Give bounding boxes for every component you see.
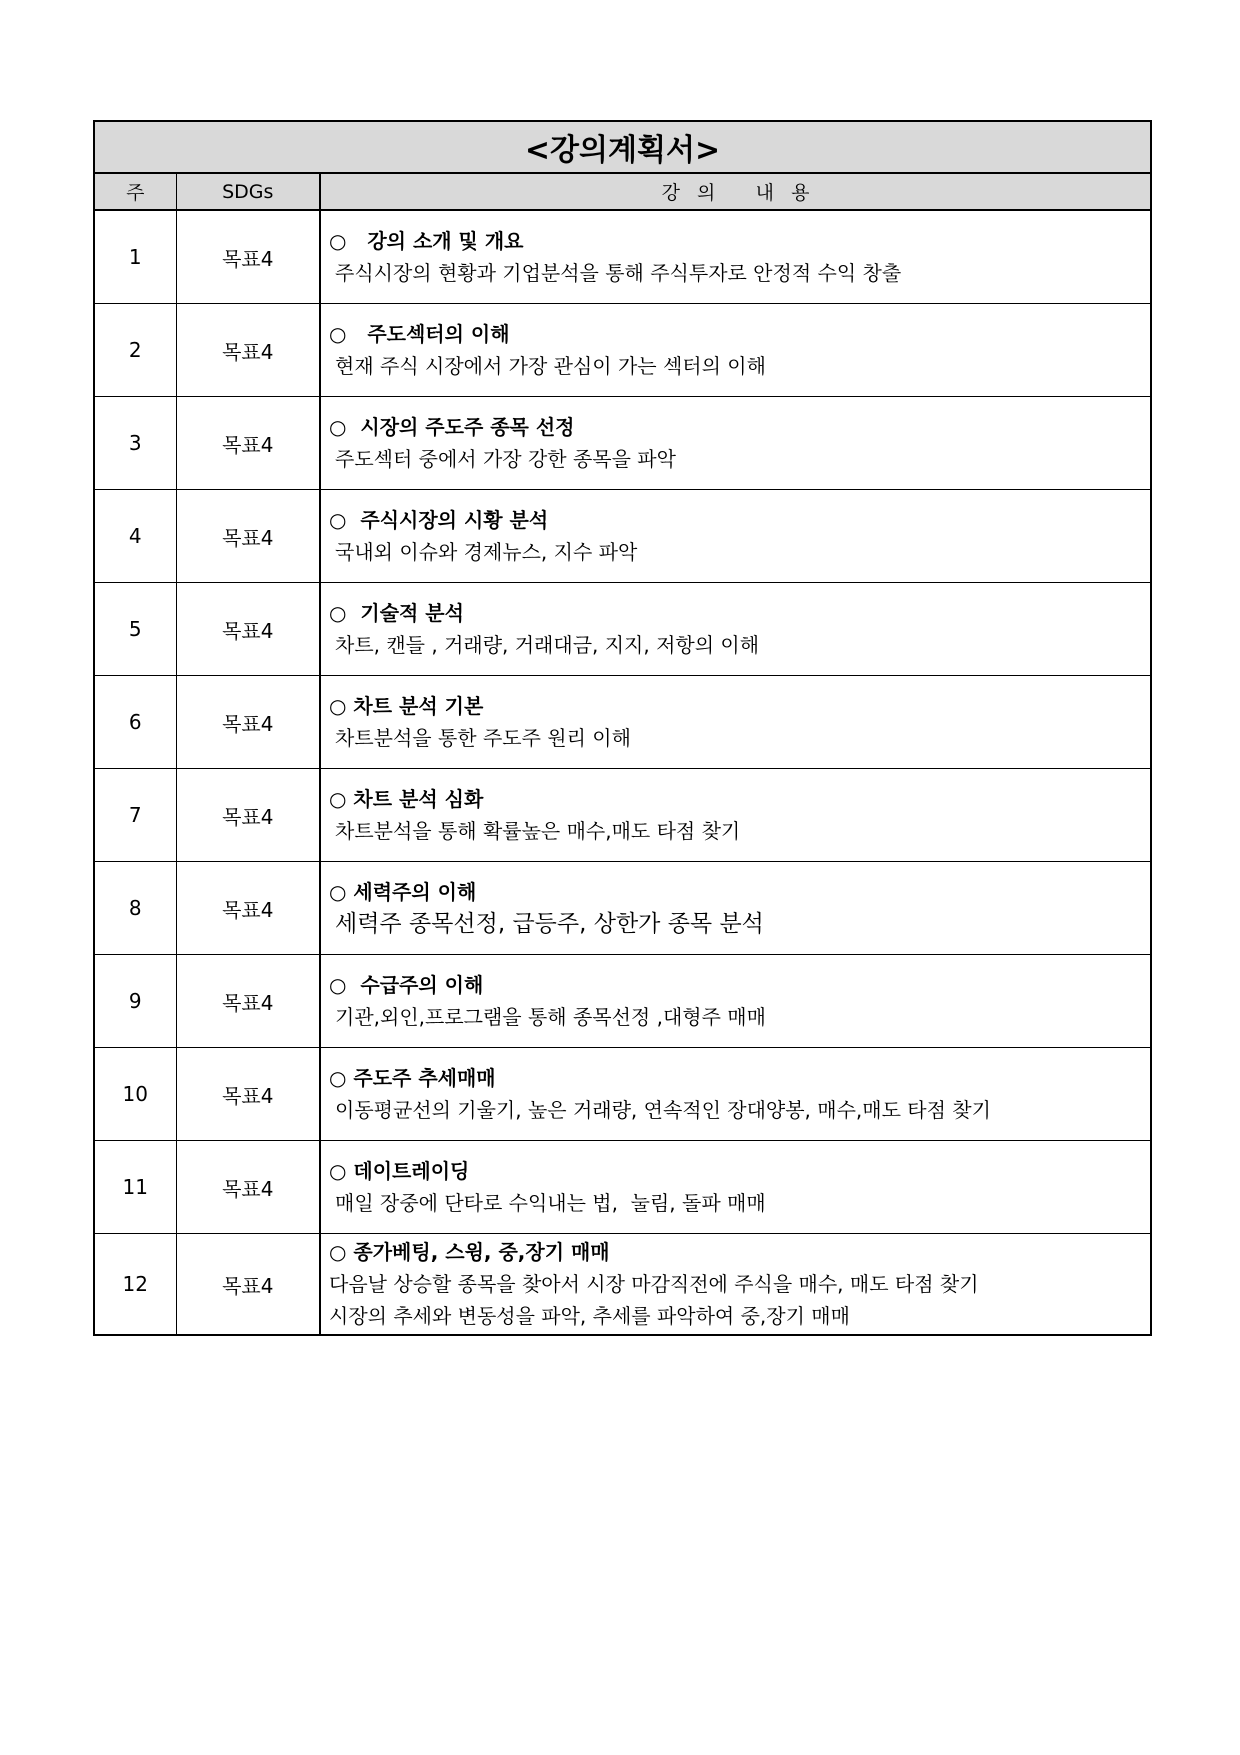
sdg-cell: 목표4: [176, 397, 320, 490]
week-cell: 9: [94, 955, 176, 1048]
table-row: [94, 955, 1151, 1048]
item-line: 차트, 캔들 , 거래량, 거래대금, 지지, 저항의 이해: [335, 633, 760, 657]
sdg-cell: 목표4: [176, 583, 320, 676]
item-line: 다음날 상승할 종목을 찾아서 시장 마감직전에 주식을 매수, 매도 타점 찾기: [329, 1272, 979, 1296]
header-content: 강의 내용: [320, 173, 1151, 210]
table-row: [94, 490, 1151, 583]
item-title: ○ 세력주의 이해: [329, 880, 477, 904]
content-cell: [320, 397, 1151, 490]
item-line: 차트분석을 통해 확률높은 매수,매도 타점 찾기: [335, 819, 741, 843]
header-sdgs: SDGs: [176, 173, 320, 210]
content-cell: [320, 676, 1151, 769]
content-cell: [320, 955, 1151, 1048]
table-row: [94, 862, 1151, 955]
table-row: [94, 583, 1151, 676]
item-line: 국내외 이슈와 경제뉴스, 지수 파악: [335, 540, 638, 564]
week-cell: 6: [94, 676, 176, 769]
week-cell: 4: [94, 490, 176, 583]
content-cell: [320, 1234, 1151, 1336]
table-row: [94, 397, 1151, 490]
week-cell: 12: [94, 1234, 176, 1336]
item-line: 시장의 추세와 변동성을 파악, 추세를 파악하여 중,장기 매매: [329, 1304, 850, 1328]
sdg-cell: 목표4: [176, 304, 320, 397]
item-title: ○ 차트 분석 기본: [329, 694, 484, 718]
week-cell: 10: [94, 1048, 176, 1141]
sdg-cell: 목표4: [176, 1048, 320, 1141]
table-row: [94, 210, 1151, 304]
item-title: ○ 강의 소개 및 개요: [329, 229, 524, 253]
item-line: 세력주 종목선정, 급등주, 상한가 종목 분석: [335, 911, 764, 937]
sdg-cell: 목표4: [176, 490, 320, 583]
week-cell: 8: [94, 862, 176, 955]
sdg-cell: 목표4: [176, 210, 320, 304]
item-title: ○ 기술적 분석: [329, 601, 464, 625]
week-cell: 1: [94, 210, 176, 304]
item-title: ○ 데이트레이딩: [329, 1159, 470, 1183]
title-row: [94, 121, 1151, 173]
item-title: ○ 주도주 추세매매: [329, 1066, 496, 1090]
sdg-cell: 목표4: [176, 676, 320, 769]
item-title: ○ 주도섹터의 이해: [329, 322, 510, 346]
week-cell: 7: [94, 769, 176, 862]
content-cell: [320, 862, 1151, 955]
item-line: 매일 장중에 단타로 수익내는 법, 눌림, 돌파 매매: [335, 1191, 766, 1215]
content-cell: [320, 490, 1151, 583]
item-title: ○ 수급주의 이해: [329, 973, 484, 997]
header-row: [94, 173, 1151, 210]
content-cell: [320, 210, 1151, 304]
content-cell: [320, 1048, 1151, 1141]
item-line: 현재 주식 시장에서 가장 관심이 가는 섹터의 이해: [335, 354, 766, 378]
sdg-cell: 목표4: [176, 862, 320, 955]
item-line: 이동평균선의 기울기, 높은 거래량, 연속적인 장대양봉, 매수,매도 타점 찾기: [335, 1098, 991, 1122]
content-cell: [320, 304, 1151, 397]
item-line: 차트분석을 통한 주도주 원리 이해: [335, 726, 631, 750]
table-row: [94, 304, 1151, 397]
content-cell: [320, 769, 1151, 862]
table-row: [94, 769, 1151, 862]
item-title: ○ 시장의 주도주 종목 선정: [329, 415, 575, 439]
table-row: [94, 1141, 1151, 1234]
item-line: 주도섹터 중에서 가장 강한 종목을 파악: [335, 447, 676, 471]
item-line: 기관,외인,프로그램을 통해 종목선정 ,대형주 매매: [335, 1005, 766, 1029]
sdg-cell: 목표4: [176, 1234, 320, 1336]
table-row: [94, 1048, 1151, 1141]
item-title: ○ 차트 분석 심화: [329, 787, 484, 811]
table-row: [94, 676, 1151, 769]
table-row: [94, 1234, 1151, 1336]
sdg-cell: 목표4: [176, 955, 320, 1048]
week-cell: 3: [94, 397, 176, 490]
sdg-cell: 목표4: [176, 1141, 320, 1234]
lecture-plan-table: [93, 120, 1152, 1336]
week-cell: 2: [94, 304, 176, 397]
item-line: 주식시장의 현황과 기업분석을 통해 주식투자로 안정적 수익 창출: [335, 261, 902, 285]
content-cell: [320, 583, 1151, 676]
content-cell: [320, 1141, 1151, 1234]
week-cell: 5: [94, 583, 176, 676]
sdg-cell: 목표4: [176, 769, 320, 862]
item-title: ○ 종가베팅, 스윙, 중,장기 매매: [329, 1240, 610, 1264]
week-cell: 11: [94, 1141, 176, 1234]
header-week: 주: [94, 173, 176, 210]
item-title: ○ 주식시장의 시황 분석: [329, 508, 549, 532]
document-title: <강의계획서>: [94, 121, 1151, 173]
